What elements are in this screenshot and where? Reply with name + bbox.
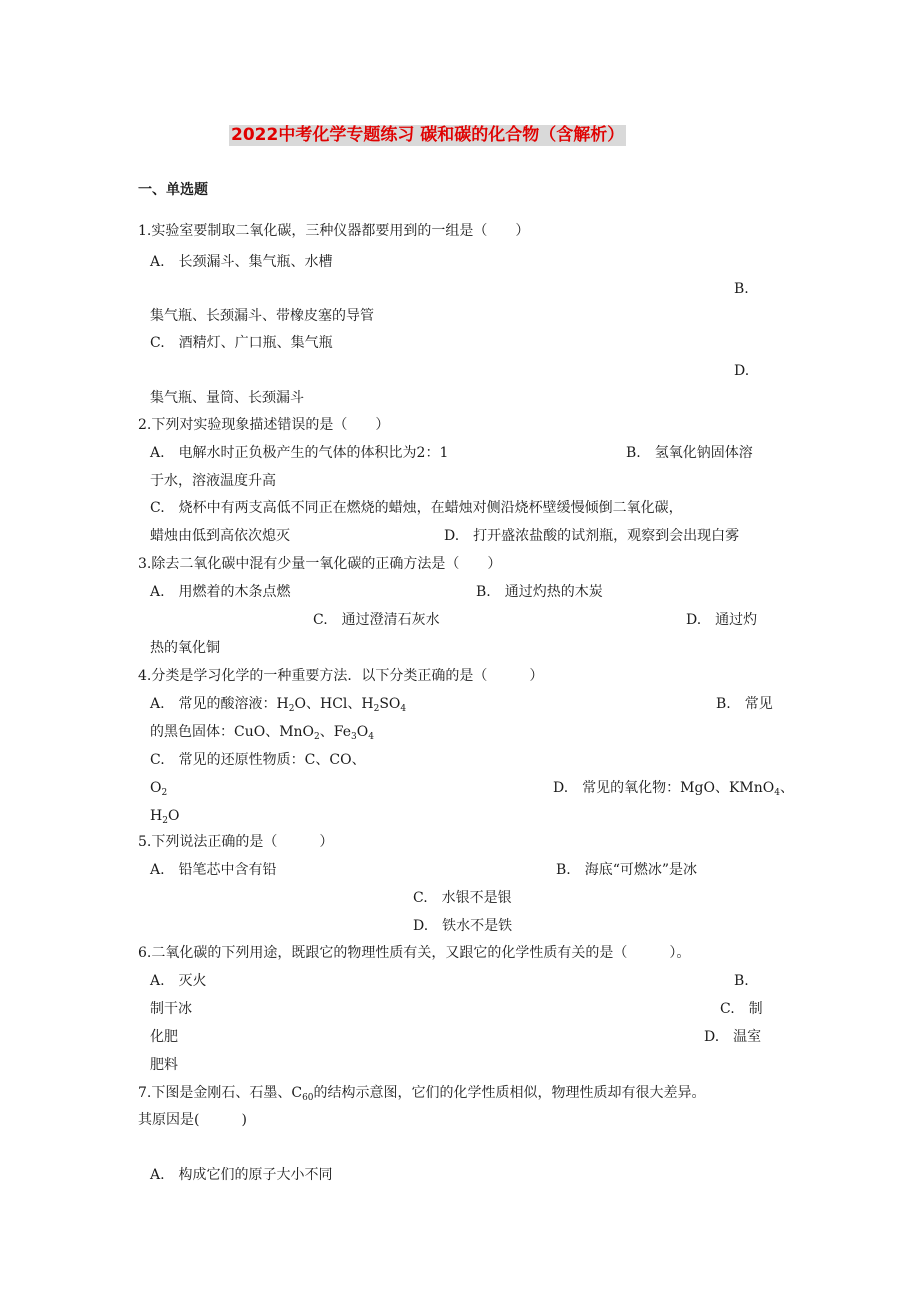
- question-4-stem: 4.分类是学习化学的一种重要方法．以下分类正确的是（ ）: [138, 668, 544, 684]
- subscript: 2: [161, 788, 168, 798]
- question-2-option-b: B. 氢氧化钠固体溶: [626, 445, 753, 461]
- question-1-option-b-text: 集气瓶、长颈漏斗、带橡皮塞的导管: [150, 308, 374, 324]
- question-5-option-d: D. 铁水不是铁: [413, 918, 513, 934]
- question-6-option-b-text: 制干冰: [150, 1001, 192, 1017]
- question-6-option-b-label: B.: [734, 973, 749, 989]
- subscript: 60: [302, 1093, 314, 1103]
- question-7-stem: [138, 1085, 706, 1103]
- subscript: 2: [314, 732, 320, 742]
- formula-part: O: [150, 780, 162, 796]
- question-4-option-b: B. 常见: [716, 696, 773, 712]
- question-2-option-c: C. 烧杯中有两支高低不同正在燃烧的蜡烛，在蜡烛对侧沿烧杯壁缓慢倾倒二氧化碳，: [150, 500, 683, 516]
- formula-part: O: [167, 808, 180, 824]
- question-6-option-a: A. 灭火: [150, 973, 207, 989]
- subscript: 2: [373, 704, 380, 714]
- formula-part: D. 常见的氧化物：MgO、KMnO: [553, 780, 775, 796]
- question-1-option-d-label: D.: [734, 363, 750, 379]
- question-3-option-d: D. 通过灼: [686, 612, 758, 628]
- formula-part: O: [356, 724, 369, 740]
- formula-part: 、Fe: [319, 724, 352, 740]
- subscript: 4: [368, 732, 374, 742]
- question-5-option-a: A. 铅笔芯中含有铅: [150, 862, 277, 878]
- question-4-option-d: [553, 780, 794, 798]
- question-2-stem: 2.下列对实验现象描述错误的是（ ）: [138, 417, 390, 433]
- question-1-option-b-label: B.: [734, 281, 749, 297]
- question-3-option-c: C. 通过澄清石灰水: [313, 612, 440, 628]
- formula-part: 的结构示意图，它们的化学性质相似，物理性质却有很大差异。: [313, 1085, 706, 1101]
- question-5-option-b: B. 海底“可燃冰”是冰: [556, 862, 698, 878]
- question-6-stem: 6.二氧化碳的下列用途，既跟它的物理性质有关，又跟它的化学性质有关的是（ ）。: [138, 945, 691, 961]
- page-title: 2022中考化学专题练习 碳和碳的化合物（含解析）: [231, 125, 625, 145]
- question-1-option-c: C. 酒精灯、广口瓶、集气瓶: [150, 335, 333, 351]
- question-3-option-d-cont: 热的氧化铜: [150, 640, 220, 656]
- question-2-option-d: D. 打开盛浓盐酸的试剂瓶，观察到会出现白雾: [444, 528, 740, 544]
- question-6-option-c-cont: 化肥: [150, 1029, 178, 1045]
- question-4-option-d-cont: [150, 808, 180, 826]
- question-7-stem-line2: 其原因是( ): [138, 1112, 247, 1128]
- question-1-option-a: A. 长颈漏斗、集气瓶、水槽: [150, 254, 333, 270]
- question-2-option-a: A. 电解水时正负极产生的气体的体积比为2：1: [150, 445, 449, 461]
- question-6-option-c: C. 制: [720, 1001, 763, 1017]
- subscript: 2: [162, 816, 168, 826]
- question-6-option-d-cont: 肥料: [150, 1057, 178, 1073]
- section-heading: 一、单选题: [138, 182, 208, 198]
- question-3-stem: 3.除去二氧化碳中混有少量一氧化碳的正确方法是（ ）: [138, 556, 502, 572]
- question-2-option-b-cont: 于水，溶液温度升高: [150, 473, 276, 489]
- question-4-option-a: [150, 696, 407, 714]
- question-3-option-b: B. 通过灼热的木炭: [476, 584, 603, 600]
- formula-part: 7.下图是金刚石、石墨、C: [138, 1085, 303, 1101]
- question-1-stem: 1.实验室要制取二氧化碳，三种仪器都要用到的一组是（ ）: [138, 223, 530, 239]
- formula-part: 的黑色固体：CuO、MnO: [150, 724, 315, 740]
- formula-part: 、: [779, 780, 794, 796]
- question-5-option-c: C. 水银不是银: [413, 890, 512, 906]
- question-6-option-d: D. 温室: [704, 1029, 762, 1045]
- question-7-option-a: A. 构成它们的原子大小不同: [150, 1167, 333, 1183]
- question-5-stem: 5.下列说法正确的是（ ）: [138, 834, 334, 850]
- subscript: 4: [400, 704, 407, 714]
- question-1-option-d-text: 集气瓶、量筒、长颈漏斗: [150, 390, 304, 406]
- question-4-option-c: C. 常见的还原性物质：C、CO、: [150, 752, 366, 768]
- question-2-option-c-cont: 蜡烛由低到高依次熄灭: [150, 528, 290, 544]
- subscript: 4: [774, 788, 780, 798]
- formula-part: H: [150, 808, 163, 824]
- question-4-option-a-label: A. 常见的酸溶液：H: [150, 696, 289, 712]
- formula-part: SO: [379, 696, 401, 712]
- subscript: 3: [351, 732, 357, 742]
- question-3-option-a: A. 用燃着的木条点燃: [150, 584, 291, 600]
- subscript: 2: [288, 704, 295, 714]
- formula-part: O、HCl、H: [294, 696, 374, 712]
- question-4-option-b-cont: [150, 724, 374, 742]
- question-4-option-c-cont: [150, 780, 168, 798]
